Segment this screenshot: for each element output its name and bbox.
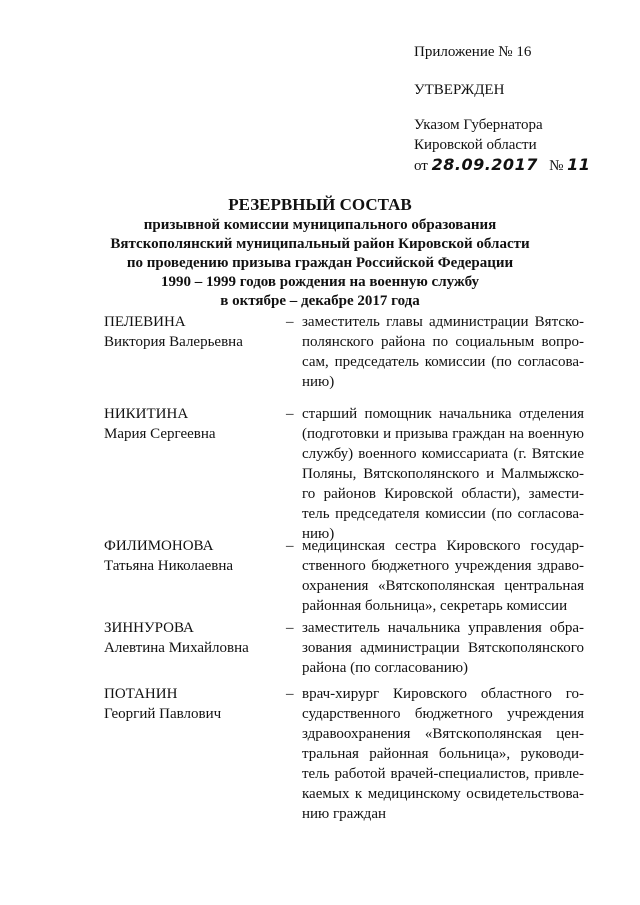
member-surname: ЗИННУРОВА (104, 620, 194, 636)
member-dash: – (286, 620, 294, 636)
member-surname: ПЕЛЕВИНА (104, 314, 186, 330)
member-description-line: нию граждан (302, 806, 387, 822)
member-surname: НИКИТИНА (104, 406, 189, 422)
title-line: Вятскополянский муниципальный район Кировской области (110, 236, 530, 252)
member-name (104, 404, 279, 444)
title-line: призывной комиссии муниципального образования (143, 217, 497, 233)
member-description-line: врач-хирург Кировского областного го- (302, 686, 584, 702)
member-description-line: тель работой врачей-специалистов, привле- (302, 766, 584, 782)
decree-date-line (414, 155, 590, 176)
member-name (104, 312, 279, 352)
approved-stamp: УТВЕРЖДЕН (414, 82, 505, 98)
member-dash: – (286, 686, 294, 702)
member-description-line: (подготовки и призыва граждан на военную (302, 426, 584, 442)
member-name (104, 618, 279, 658)
decree-line-2: Кировской области (414, 137, 537, 153)
member-description-line: го районов Кировской области), замести- (302, 486, 584, 502)
member-description-line: сам, председатель комиссии (по согласова- (302, 354, 584, 370)
member-description-line: района (по согласованию) (302, 660, 469, 676)
approval-block (414, 42, 590, 176)
decree-line-1: Указом Губернатора (414, 117, 543, 133)
document-title (60, 194, 580, 311)
member-given-names: Виктория Валерьевна (104, 334, 243, 350)
member-description-line: охранения «Вятскополянская центральная (302, 578, 584, 594)
member-description-line: полянского района по социальным вопро- (302, 334, 584, 350)
member-description (302, 684, 584, 824)
member-description-line: районная больница», секретарь комиссии (302, 598, 568, 614)
member-description-line: заместитель начальника управления обра- (302, 620, 584, 636)
member-description (302, 536, 584, 616)
member-name (104, 684, 279, 724)
member-description (302, 312, 584, 392)
title-line: по проведению призыва граждан Российской Федерации (126, 255, 514, 271)
member-dash: – (286, 538, 294, 554)
member-description-line: тель председателя комиссии (по согласова- (302, 506, 584, 522)
decree-date: 28.09.2017 (431, 155, 538, 174)
from-label: от (414, 158, 428, 174)
member-given-names: Мария Сергеевна (104, 426, 216, 442)
member-description (302, 404, 584, 544)
title-line: 1990 – 1999 годов рождения на военную службу (160, 274, 480, 290)
number-label: № (549, 158, 564, 174)
member-description-line: службу) военного комиссариата (г. Вятские (302, 446, 584, 462)
member-description-line: старший помощник начальника отделения (302, 406, 584, 422)
member-surname: ПОТАНИН (104, 686, 178, 702)
decree-number: 11 (567, 155, 591, 174)
member-description-line: каемых к медицинскому освидетельствова- (302, 786, 584, 802)
member-name (104, 536, 279, 576)
member-description-line: заместитель главы администрации Вятско- (302, 314, 584, 330)
member-surname: ФИЛИМОНОВА (104, 538, 214, 554)
member-description-line: нию) (302, 374, 335, 390)
member-given-names: Алевтина Михайловна (104, 640, 249, 656)
member-description-line: сударственного бюджетного учреждения (302, 706, 584, 722)
member-given-names: Георгий Павлович (104, 706, 222, 722)
member-description-line: нию) (302, 526, 335, 542)
member-description-line: медицинская сестра Кировского государ- (302, 538, 584, 554)
member-dash: – (286, 314, 294, 330)
member-description-line: Поляны, Вятскополянского и Малмыжско- (302, 466, 584, 482)
title-line: в октябре – декабре 2017 года (220, 293, 420, 309)
member-description-line: ственного бюджетного учреждения здраво- (302, 558, 584, 574)
title-main: РЕЗЕРВНЫЙ СОСТАВ (228, 195, 412, 214)
appendix-label: Приложение № 16 (414, 44, 532, 60)
member-description-line: зования администрации Вятскополянского (302, 640, 584, 656)
member-given-names: Татьяна Николаевна (104, 558, 234, 574)
member-description (302, 618, 584, 678)
member-description-line: тральная районная больница», руководи- (302, 746, 584, 762)
member-description-line: здравоохранения «Вятскополянская цен- (302, 726, 584, 742)
member-dash: – (286, 406, 294, 422)
